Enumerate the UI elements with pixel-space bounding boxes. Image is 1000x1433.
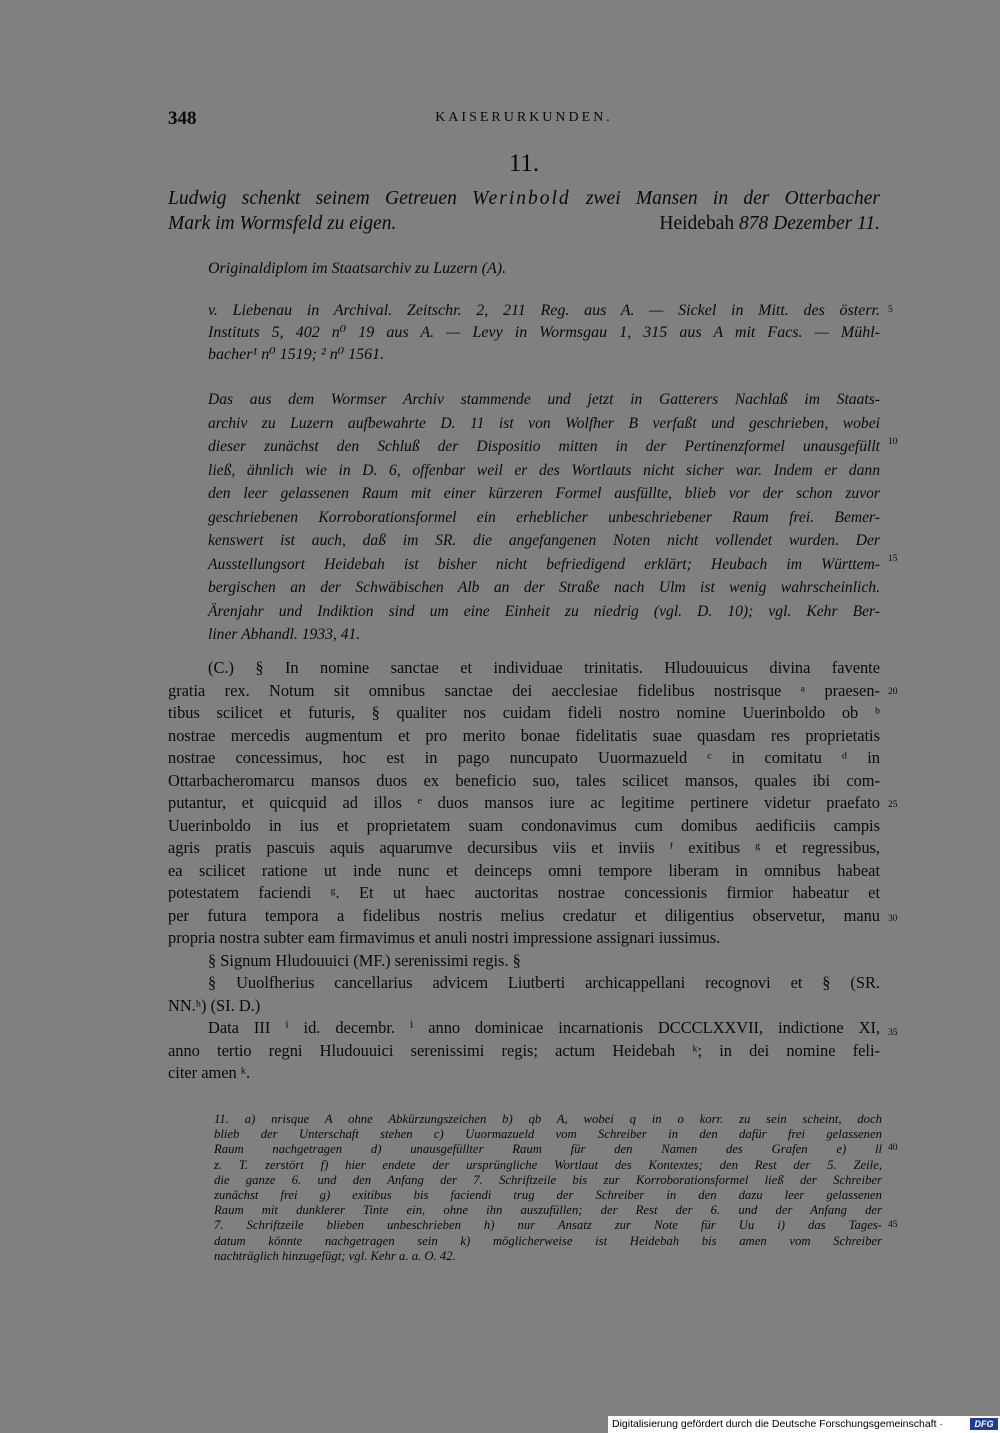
commentary-line: archiv zu Luzern aufbewahrte D. 11 ist von Wolfher B verfaßt und geschrieben, wobei	[208, 414, 880, 432]
margin-number: 30	[888, 914, 898, 924]
commentary-line: ließ, ähnlich wie in D. 6, offenbar weil er des Wortlauts nicht sicher war. Indem er dann	[208, 461, 880, 479]
commentary-line: dieser zunächst den Schluß der Dispositio mitten in der Pertinenzformel unausgefüllt	[208, 438, 880, 455]
footnote-line: 11. a) nrisque A ohne Abkürzungszeichen b) qb A, wobei q in o korr. zu sein scheint, doch	[214, 1112, 882, 1126]
document-title	[168, 186, 880, 236]
commentary-line: Das aus dem Wormser Archiv stammende und jetzt in Gatterers Nachlaß im Staats-	[208, 391, 880, 408]
footnote-line: die ganze 6. und den Anfang der 7. Schriftzeile bis zur Korroborationsformel ließ der Schreiber	[214, 1172, 882, 1187]
footnote-line: z. T. zerstört f) hier endete der ursprüngliche Wortlaut des Kontextes; den Rest der 5. Zeile,	[214, 1157, 882, 1172]
commentary-block	[208, 388, 880, 647]
margin-number: 20	[888, 687, 898, 697]
commentary-line: kenswert ist auch, daß im SR. die angefangenen Noten nicht vollendet wurden. Der	[208, 532, 880, 549]
margin-number: 15	[888, 554, 898, 564]
commentary-line: liner Abhandl. 1933, 41.	[208, 626, 361, 643]
footnote-line: Raum mit dunklerer Tinte ein, ohne ihn auszufüllen; der Rest der 6. und der Anfang der	[214, 1203, 882, 1218]
dating-line: anno tertio regni Hludouuici serenissimi regis; actum Heidebah ᵏ; in dei nomine feli-	[168, 1040, 880, 1060]
footer-text: Digitalisierung gefördert durch die Deutsche Forschungsgemeinschaft ·	[612, 1418, 943, 1430]
margin-number: 35	[888, 1028, 898, 1038]
charter-line: agris pratis pascuis aquis aquarumve decursibus viis et inviis ᶠ exitibus ᵍ et regressibus,	[168, 838, 880, 857]
charter-line: (C.) § In nomine sanctae et individuae trinitatis. Hludouuicus divina favente	[208, 658, 880, 677]
commentary-line: den leer gelassenen Raum mit einer kürzeren Formel ausfüllte, blieb vor der schon zuvor	[208, 485, 880, 502]
margin-number: 10	[888, 437, 898, 447]
commentary-line: Ärenjahr und Indiktion sind um eine Einheit zu niedrig (vgl. D. 10); vgl. Kehr Ber-	[208, 602, 880, 620]
margin-number: 5	[888, 305, 893, 315]
footnote-line: zunächst frei g) exitibus bis faciendi trug der Schreiber in den dazu leer gelassenen	[214, 1188, 882, 1203]
footnote-line: Raum nachgetragen d) unausgefüllter Raum für den Namen des Grafen e) ll	[214, 1142, 882, 1157]
literature-block	[208, 300, 880, 366]
literature-line: v. Liebenau in Archival. Zeitschr. 2, 211 Reg. aus A. — Sickel in Mitt. des österr.	[208, 302, 880, 319]
charter-line: nostrae concessimus, hoc est in pago nuncupato Uuormazueld ᶜ in comitatu ᵈ in	[168, 748, 880, 767]
footnote-line: blieb der Unterschaft stehen c) Uuormazueld vom Schreiber in den dafür frei gelassenen	[214, 1127, 882, 1142]
charter-line: per futura tempora a fidelibus nostris melius credatur et diligentius observetur, manu	[168, 905, 880, 925]
dating-line: citer amen ᵏ.	[168, 1063, 251, 1082]
charter-line: nostrae mercedis augmentum et pro merito bonae fidelitatis suae quasdam res proprietatis	[168, 725, 880, 745]
literature-line: bacher¹ n⁰ 1519; ² n⁰ 1561.	[208, 346, 385, 363]
charter-line: ea scilicet ratione ut inde nunc et deinceps omni tempore liberam in omnibus habeat	[168, 860, 880, 880]
literature-line: Instituts 5, 402 n⁰ 19 aus A. — Levy in Wormsgau 1, 315 aus A mit Facs. — Mühl-	[208, 324, 880, 341]
running-title: KAISERURKUNDEN.	[435, 110, 613, 125]
dating-line: Data III ⁱ id. decembr. ⁱ anno dominicae incarnationis DCCCLXXVII, indictione XI,	[208, 1018, 880, 1037]
title-date: Heidebah 878 Dezember 11.	[659, 213, 880, 234]
document-number: 11.	[508, 150, 540, 177]
source-note: Originaldiplom im Staatsarchiv zu Luzern (A).	[208, 260, 507, 277]
margin-number: 40	[888, 1143, 898, 1153]
dfg-logo: DFG	[970, 1418, 998, 1430]
margin-number: 25	[888, 800, 898, 810]
recognition-line: § Uuolfherius cancellarius advicem Liutberti archicappellani recognovi et § (SR.	[208, 973, 880, 992]
commentary-line: Ausstellungsort Heidebah ist bisher nicht befriedigend erklärt; Heubach im Württem-	[208, 555, 880, 573]
footnotes-block	[214, 1112, 882, 1264]
charter-line: propria nostra subter eam firmavimus et anuli nostri impressione assignari iussimus.	[168, 928, 721, 947]
footnote-line: 7. Schriftzeile blieben unbeschrieben h) nur Ansatz zur Note für Uu i) das Tages-	[214, 1218, 882, 1233]
commentary-line: geschriebenen Korroborationsformel ein erheblicher unbeschriebener Raum frei. Bemer-	[208, 508, 880, 526]
title-line-2	[168, 211, 880, 236]
title-line-2-text: Mark im Wormsfeld zu eigen.	[168, 213, 397, 234]
commentary-line: bergischen an der Schwäbischen Alb an der Straße nach Ulm ist wenig wahrscheinlich.	[208, 579, 880, 596]
charter-line: gratia rex. Notum sit omnibus sanctae dei aecclesiae fidelibus nostrisque ᵃ praesen-	[168, 680, 880, 700]
margin-number: 45	[888, 1220, 898, 1230]
charter-line: putantur, et quicquid ad illos ᵉ duos mansos iure ac legitime pertinere videtur praefato	[168, 793, 880, 812]
charter-line: potestatem faciendi ᵍ. Et ut haec auctoritas nostrae concessionis firmior habeatur et	[168, 883, 880, 902]
charter-line: Ottarbacheromarcu mansos duos ex beneficio suo, tales scilicet mansos, quales ibi com-	[168, 770, 880, 790]
footnote-line: datum könnte nachgetragen sein k) möglicherweise ist Heidebah bis amen vom Schreiber	[214, 1233, 882, 1248]
page-number: 348	[168, 108, 197, 129]
page-header	[168, 108, 880, 132]
dfg-footer	[608, 1416, 1000, 1433]
recognition-line: NN.ʰ) (SI. D.)	[168, 995, 261, 1015]
signum-line: § Signum Hludouuici (MF.) serenissimi regis. §	[208, 950, 521, 970]
footnote-line: nachträglich hinzugefügt; vgl. Kehr a. a. O. 42.	[214, 1248, 456, 1263]
charter-line: Uuerinboldo in ius et proprietatem suam condonavimus cum domibus aedificiis campis	[168, 815, 880, 835]
charter-text	[168, 657, 880, 1085]
charter-line: tibus scilicet et futuris, § qualiter nos cuidam fideli nostro nomine Uuerinboldo ob ᵇ	[168, 703, 880, 722]
title-line-1: Ludwig schenkt seinem Getreuen Werinbold zwei Mansen in der Otterbacher	[168, 188, 880, 209]
